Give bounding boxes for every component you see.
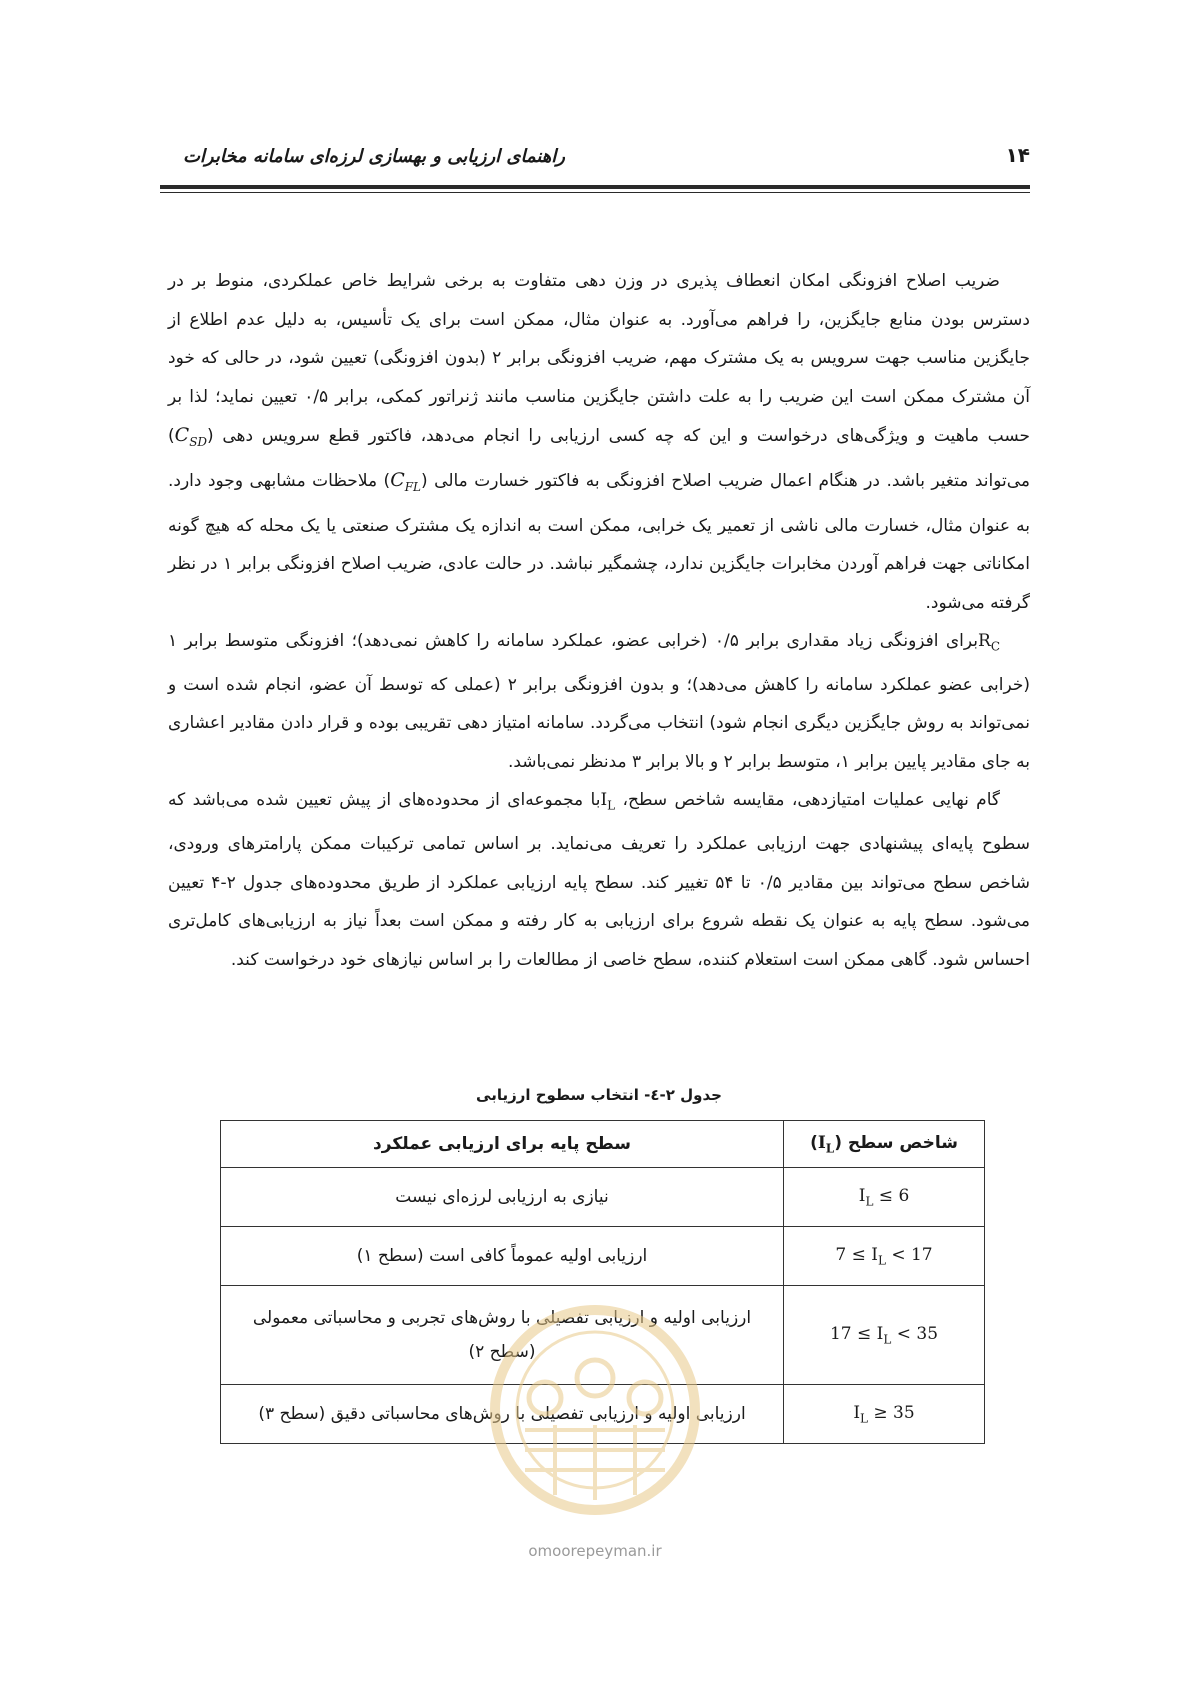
watermark-logo bbox=[485, 1300, 705, 1520]
level-description: ارزیابی اولیه و ارزیابی تفصیلی با روش‌های محاسباتی دقیق (سطح ۳) bbox=[221, 1385, 784, 1444]
p1-text-b: ) می‌تواند متغیر باشد. در هنگام اعمال ضریب اصلاح افزونگی به فاکتور خسارت مالی ( bbox=[168, 426, 1031, 492]
body-text bbox=[168, 262, 1030, 979]
c-fl-symbol: $C_{FL}$ bbox=[390, 469, 422, 495]
p3-text-a: گام نهایی عملیات امتیازدهی، مقایسه شاخص سطح، bbox=[615, 790, 1000, 811]
header-rule-thin bbox=[160, 192, 1030, 193]
table-caption: جدول ۲-٤- انتخاب سطوح ارزیابی bbox=[476, 1086, 722, 1104]
index-range: $7 \le I_L < 17$ bbox=[784, 1227, 985, 1286]
watermark-site: omoorepeyman.ir bbox=[528, 1542, 662, 1560]
level-description: ارزیابی اولیه عموماً کافی است (سطح ۱) bbox=[221, 1227, 784, 1286]
header-rule-thick bbox=[160, 185, 1030, 189]
paragraph-1 bbox=[168, 262, 1030, 622]
index-range: $I_L \le 6$ bbox=[784, 1168, 985, 1227]
level-description: ارزیابی اولیه و ارزیابی تفصیلی با روش‌های تجربی و محاسباتی معمولی (سطح ۲) bbox=[221, 1286, 784, 1385]
table-row bbox=[221, 1227, 985, 1286]
p1-text-c: ) ملاحظات مشابهی وجود دارد. به عنوان مثال، خسارت مالی ناشی از تعمیر یک خرابی، ممکن است به اندازه یک مشترک صنعتی یا یک محله که هیچ گونه امکاناتی جهت فراهم آوردن مخابرات جایگزین ندارد، چشمگیر نباشد. در حالت عادی، ضریب اصلاح افزونگی برابر ۱ در نظر گرفته می‌شود. bbox=[168, 471, 1030, 613]
table-header-row bbox=[221, 1121, 985, 1168]
p3-text-b: با مجموعه‌ای از محدوده‌های از پیش تعیین شده می‌باشد که سطوح پایه‌ای پیشنهادی جهت ارزیابی عملکرد را تعریف می‌نماید. بر اساس تمامی ترکیبات ممکن پارامترهای ورودی، شاخص سطح می‌تواند بین مقادیر ۰/۵ تا ۵۴ تغییر کند. سطح پایه ارزیابی عملکرد از طریق محدوده‌های جدول ۲-۴ تعیین می‌شود. سطح پایه به عنوان یک نقطه شروع برای ارزیابی به کار رفته و ممکن است بعداً نیاز به ارزیابی‌های کامل‌تری احساس شود. گاهی ممکن است استعلام کننده، سطح خاصی از مطالعات را بر اساس نیازهای خود درخواست کند. bbox=[168, 790, 1031, 970]
index-range: $17 \le I_L < 35$ bbox=[784, 1286, 985, 1385]
rc-symbol: $R_C$ bbox=[978, 631, 1000, 654]
table-row bbox=[221, 1168, 985, 1227]
running-header-title: راهنمای ارزیابی و بهسازی لرزه‌ای سامانه مخابرات bbox=[182, 146, 565, 167]
paragraph-2 bbox=[168, 622, 1030, 781]
paragraph-3 bbox=[168, 781, 1030, 979]
c-sd-symbol: $C_{SD}$ bbox=[174, 424, 208, 449]
index-range: $I_L \ge 35$ bbox=[784, 1385, 985, 1444]
p1-text-a: ضریب اصلاح افزونگی امکان انعطاف پذیری در وزن دهی متفاوت به برخی شرایط خاص عملکردی، منوط بر در دسترس بودن منابع جایگزین، را فراهم می‌آورد. به عنوان مثال، ممکن است برای یک تأسیس، به دلیل عدم اطلاع از جایگزین مناسب جهت سرویس به یک مشترک مهم، ضریب افزونگی برابر ۲ (بدون افزونگی) تعیین شود، در حالی که خود آن مشترک ممکن است این ضریب را به علت داشتن جایگزین مناسب مانند ژنراتور کمکی، برابر ۰/۵ تعیین نماید؛ لذا بر حسب ماهیت و ویژگی‌های درخواست و این که چه کسی ارزیابی را انجام می‌دهد، فاکتور قطع سرویس دهی ( bbox=[168, 271, 1030, 446]
header-level: سطح پایه برای ارزیابی عملکرد bbox=[221, 1121, 784, 1168]
p2-text: برای افزونگی زیاد مقداری برابر ۰/۵ (خرابی عضو، عملکرد سامانه را کاهش نمی‌دهد)؛ افزونگی متوسط برابر ۱ (خرابی عضو عملکرد سامانه را کاهش می‌دهد)؛ و بدون افزونگی برابر ۲ (عملی که توسط آن عضو، انجام شده است و نمی‌تواند به روش جایگزین دیگری انجام شود) انتخاب می‌گردد. سامانه امتیاز دهی تقریبی بوده و قرار دادن مقادیر اعشاری به جای مقادیر پایین برابر ۱، متوسط برابر ۲ و بالا برابر ۳ مدنظر نمی‌باشد. bbox=[168, 631, 1031, 772]
page-number: ۱۴ bbox=[1005, 143, 1030, 167]
level-description: نیازی به ارزیابی لرزه‌ای نیست bbox=[221, 1168, 784, 1227]
il-symbol: $I_L$ bbox=[600, 790, 616, 813]
header-index: شاخص سطح $(I_L)$ bbox=[784, 1121, 985, 1168]
